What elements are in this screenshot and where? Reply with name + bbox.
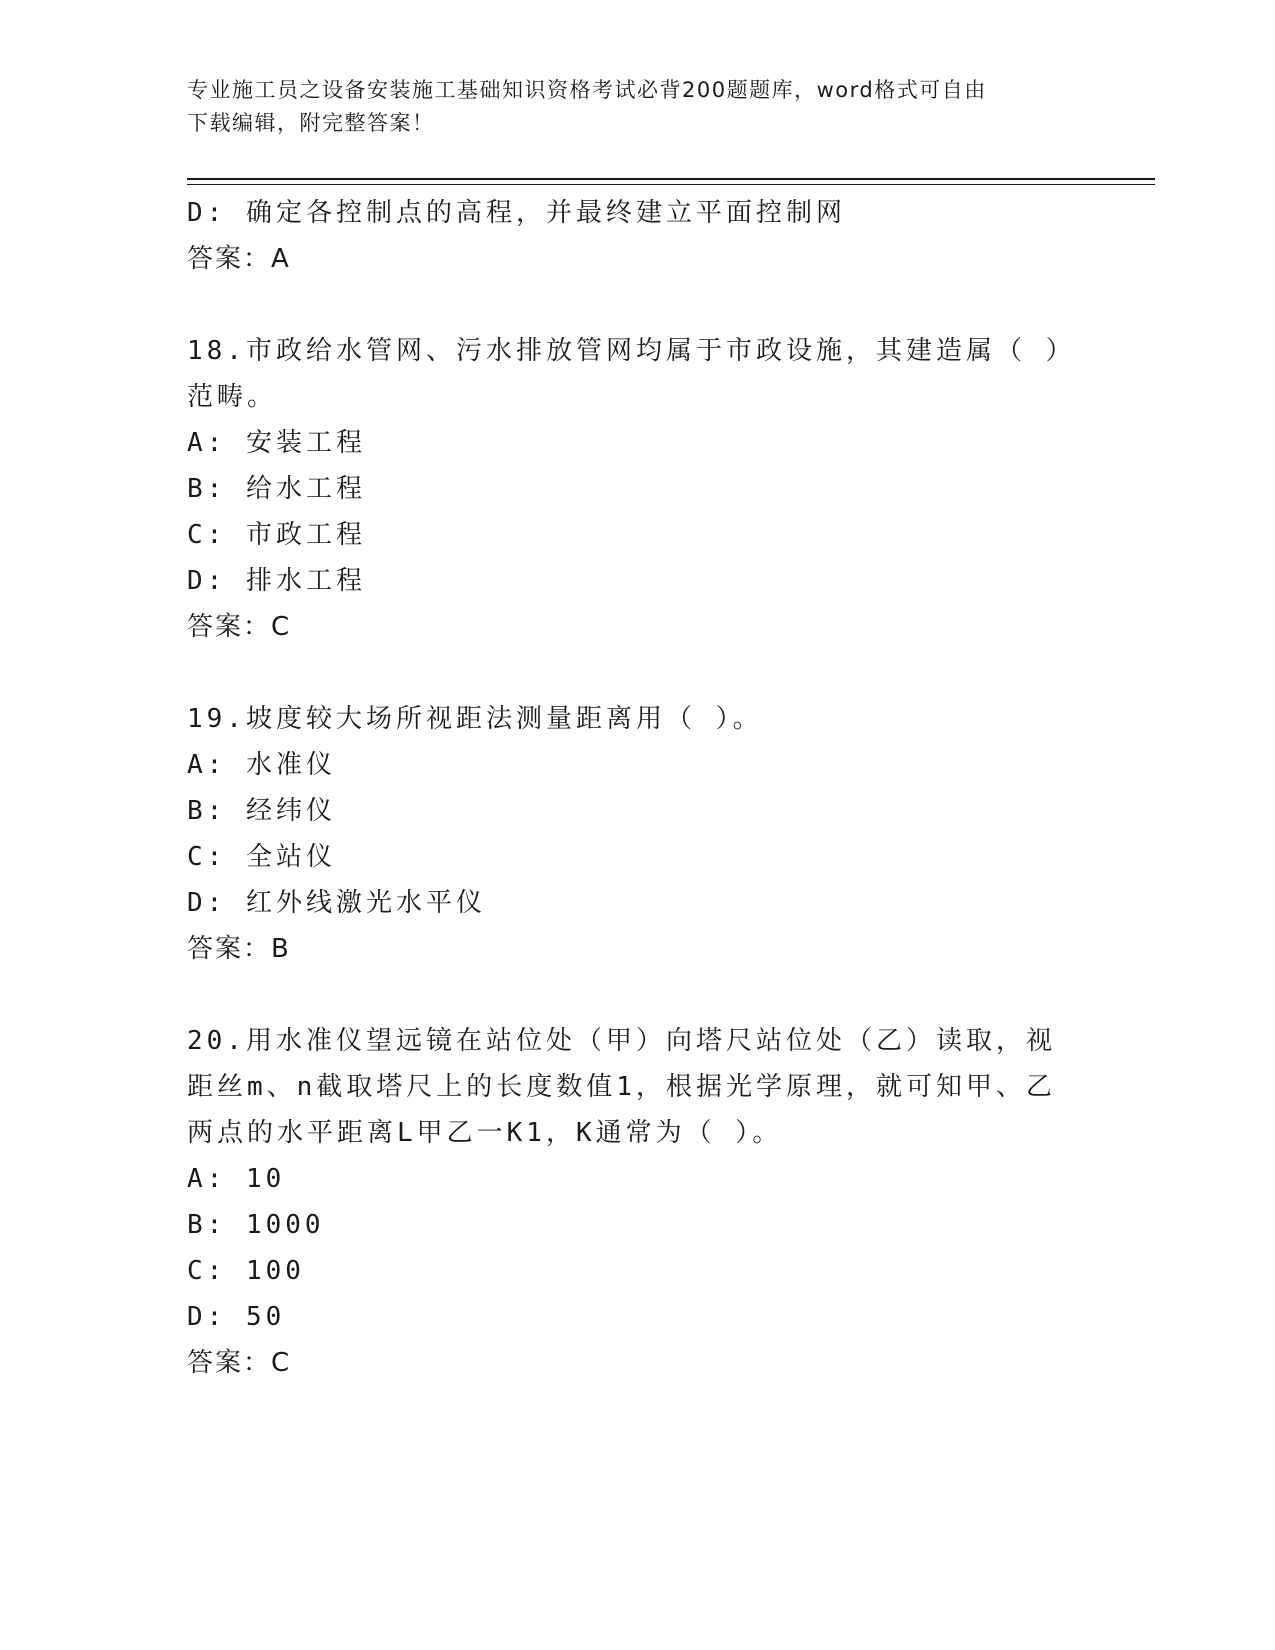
question-text: 18.市政给水管网、污水排放管网均属于市政设施，其建造属（ ）范畴。 bbox=[187, 336, 1076, 412]
answer: 答案：B bbox=[187, 934, 291, 964]
answer: 答案：C bbox=[187, 1348, 292, 1378]
spacer bbox=[187, 282, 1087, 328]
option-a: A: 10 bbox=[187, 1164, 286, 1194]
header-divider-thick bbox=[187, 178, 1155, 180]
option-b: B: 经纬仪 bbox=[187, 796, 336, 826]
answer: 答案：C bbox=[187, 612, 292, 642]
question-text: 19.坡度较大场所视距法测量距离用（ ）。 bbox=[187, 704, 763, 734]
header-line-2: 下载编辑，附完整答案！ bbox=[187, 111, 435, 135]
document-header bbox=[187, 74, 1087, 140]
option-c: C: 市政工程 bbox=[187, 520, 366, 550]
question-19 bbox=[187, 696, 1087, 972]
spacer bbox=[187, 650, 1087, 696]
option-c: C: 全站仪 bbox=[187, 842, 336, 872]
option-b: B: 1000 bbox=[187, 1210, 325, 1240]
header-divider-thin bbox=[187, 184, 1155, 185]
prev-answer: 答案：A bbox=[187, 244, 291, 274]
question-20 bbox=[187, 1018, 1087, 1386]
question-text: 20.用水准仪望远镜在站位处（甲）向塔尺站位处（乙）读取，视距丝m、n截取塔尺上的长度数值1，根据光学原理，就可知甲、乙两点的水平距离L甲乙一K1，K通常为（ ）。 bbox=[187, 1026, 1056, 1148]
spacer bbox=[187, 972, 1087, 1018]
option-d: D: 红外线激光水平仪 bbox=[187, 888, 486, 918]
option-c: C: 100 bbox=[187, 1256, 305, 1286]
option-a: A: 安装工程 bbox=[187, 428, 366, 458]
header-line-1: 专业施工员之设备安装施工基础知识资格考试必背200题题库，word格式可自由 bbox=[187, 78, 987, 102]
prev-option-d: D: 确定各控制点的高程，并最终建立平面控制网 bbox=[187, 198, 846, 228]
question-list bbox=[187, 190, 1087, 1386]
option-d: D: 50 bbox=[187, 1302, 286, 1332]
question-18 bbox=[187, 328, 1087, 650]
option-a: A: 水准仪 bbox=[187, 750, 336, 780]
option-b: B: 给水工程 bbox=[187, 474, 366, 504]
option-d: D: 排水工程 bbox=[187, 566, 366, 596]
